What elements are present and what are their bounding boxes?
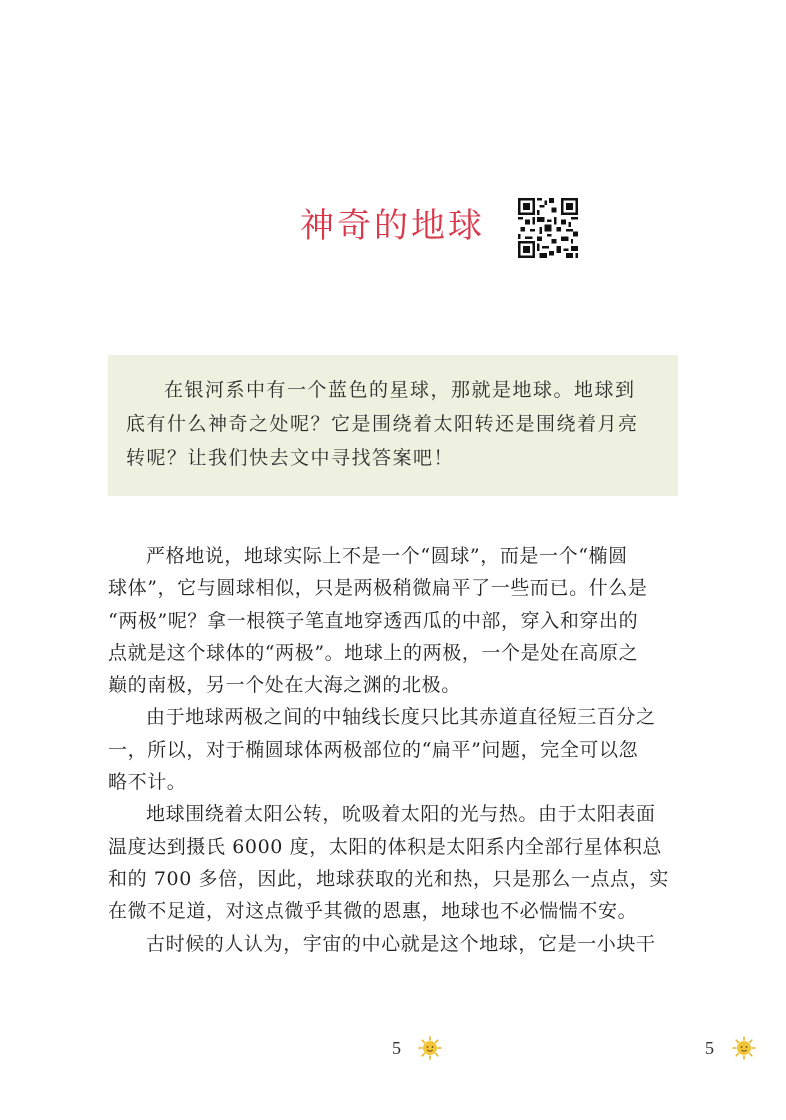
intro-box [108, 355, 678, 496]
body-line: 古时候的人认为，宇宙的中心就是这个地球，它是一小块干 [146, 932, 656, 955]
page-number-right: 5 [705, 1038, 714, 1058]
page-title: 神奇的地球 [300, 206, 485, 246]
sun-icon [732, 1036, 756, 1060]
page-number-left: 5 [392, 1038, 401, 1058]
body-line: 点就是这个球体的“两极”。地球上的两极，一个是处在高原之 [108, 641, 639, 664]
intro-line: 底有什么神奇之处呢？它是围绕着太阳转还是围绕着月亮 [126, 413, 639, 435]
body-line: 一，所以，对于椭圆球体两极部位的“扁平”问题，完全可以忽 [108, 738, 639, 761]
intro-line: 转呢？让我们快去文中寻找答案吧！ [126, 447, 455, 469]
body-line: 地球围绕着太阳公转，吮吸着太阳的光与热。由于太阳表面 [146, 803, 656, 826]
body-line: 和的 700 多倍，因此，地球获取的光和热，只是那么一点点，实 [108, 867, 669, 890]
body-text [108, 540, 688, 960]
intro-line: 在银河系中有一个蓝色的星球，那就是地球。地球到 [164, 379, 636, 401]
body-line: 在微不足道，对这点微乎其微的恩惠，地球也不必惴惴不安。 [108, 900, 638, 923]
body-line: 球体”，它与圆球相似，只是两极稍微扁平了一些而已。什么是 [108, 577, 648, 600]
body-line: 严格地说，地球实际上不是一个“圆球”，而是一个“椭圆 [146, 545, 628, 567]
body-line: “两极”呢？拿一根筷子笔直地穿透西瓜的中部，穿入和穿出的 [108, 609, 639, 632]
body-line: 由于地球两极之间的中轴线长度只比其赤道直径短三百分之 [146, 706, 656, 729]
body-line: 巅的南极，另一个处在大海之渊的北极。 [108, 674, 461, 697]
qr-code-icon[interactable] [518, 198, 578, 258]
sun-icon [418, 1036, 442, 1060]
body-line: 略不计。 [108, 771, 187, 794]
body-line: 温度达到摄氏 6000 度，太阳的体积是太阳系内全部行星体积总 [108, 835, 663, 858]
